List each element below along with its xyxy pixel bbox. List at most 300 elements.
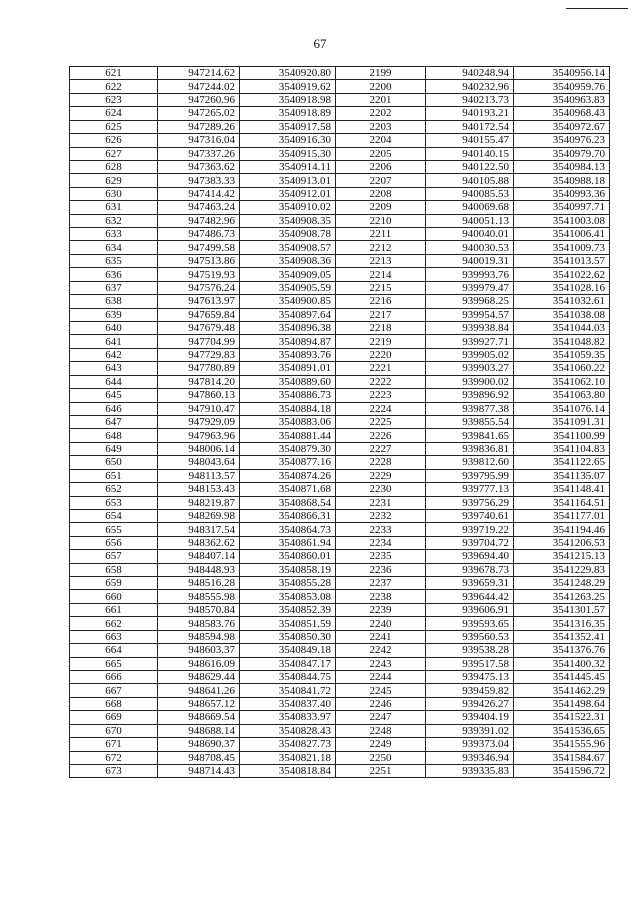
- table-cell: 2224: [336, 402, 426, 415]
- table-cell: 640: [70, 322, 158, 335]
- table-row: [70, 630, 610, 643]
- table-cell: 947265.02: [158, 107, 240, 120]
- table-cell: 948594.98: [158, 630, 240, 643]
- table-cell: 2242: [336, 644, 426, 657]
- table-row: [70, 590, 610, 603]
- table-cell: 948269.98: [158, 509, 240, 522]
- table-row: [70, 563, 610, 576]
- table-cell: 669: [70, 711, 158, 724]
- table-row: [70, 348, 610, 361]
- table-cell: 939644.42: [426, 590, 514, 603]
- table-cell: 2216: [336, 295, 426, 308]
- table-cell: 631: [70, 201, 158, 214]
- table-cell: 3541462.29: [514, 684, 610, 697]
- table-cell: 3540979.70: [514, 147, 610, 160]
- table-cell: 947486.73: [158, 228, 240, 241]
- table-cell: 3540916.30: [240, 134, 336, 147]
- table-cell: 638: [70, 295, 158, 308]
- table-cell: 2251: [336, 764, 426, 777]
- table-cell: 663: [70, 630, 158, 643]
- table-row: [70, 335, 610, 348]
- table-cell: 637: [70, 281, 158, 294]
- table-cell: 657: [70, 550, 158, 563]
- table-cell: 3540976.23: [514, 134, 610, 147]
- table-cell: 947613.97: [158, 295, 240, 308]
- table-cell: 629: [70, 174, 158, 187]
- table-cell: 948317.54: [158, 523, 240, 536]
- table-cell: 2212: [336, 241, 426, 254]
- table-row: [70, 644, 610, 657]
- table-row: [70, 577, 610, 590]
- table-row: [70, 697, 610, 710]
- table-cell: 643: [70, 362, 158, 375]
- table-cell: 3540833.97: [240, 711, 336, 724]
- table-cell: 939855.54: [426, 415, 514, 428]
- table-cell: 662: [70, 617, 158, 630]
- table-cell: 939391.02: [426, 724, 514, 737]
- table-cell: 947214.62: [158, 67, 240, 80]
- table-row: [70, 67, 610, 80]
- table-cell: 3541148.41: [514, 483, 610, 496]
- table-row: [70, 107, 610, 120]
- table-cell: 622: [70, 80, 158, 93]
- table-cell: 939517.58: [426, 657, 514, 670]
- table-row: [70, 456, 610, 469]
- table-cell: 939740.61: [426, 509, 514, 522]
- table-cell: 3541048.82: [514, 335, 610, 348]
- table-cell: 940030.53: [426, 241, 514, 254]
- table-cell: 630: [70, 187, 158, 200]
- table-cell: 948583.76: [158, 617, 240, 630]
- table-row: [70, 415, 610, 428]
- table-cell: 2228: [336, 456, 426, 469]
- table-cell: 939346.94: [426, 751, 514, 764]
- table-cell: 940140.15: [426, 147, 514, 160]
- table-cell: 939896.92: [426, 389, 514, 402]
- table-cell: 651: [70, 469, 158, 482]
- table-cell: 940122.50: [426, 160, 514, 173]
- table-cell: 624: [70, 107, 158, 120]
- table-row: [70, 617, 610, 630]
- table-cell: 2208: [336, 187, 426, 200]
- table-row: [70, 362, 610, 375]
- table-cell: 2247: [336, 711, 426, 724]
- table-cell: 650: [70, 456, 158, 469]
- table-cell: 661: [70, 603, 158, 616]
- table-cell: 3540918.89: [240, 107, 336, 120]
- table-cell: 3541248.29: [514, 577, 610, 590]
- table-cell: 3540913.01: [240, 174, 336, 187]
- table-cell: 3540884.18: [240, 402, 336, 415]
- table-cell: 948641.26: [158, 684, 240, 697]
- table-cell: 939593.65: [426, 617, 514, 630]
- table-cell: 3540886.73: [240, 389, 336, 402]
- table-cell: 3540850.30: [240, 630, 336, 643]
- table-cell: 2248: [336, 724, 426, 737]
- table-cell: 621: [70, 67, 158, 80]
- table-cell: 2211: [336, 228, 426, 241]
- table-cell: 2215: [336, 281, 426, 294]
- table-cell: 2240: [336, 617, 426, 630]
- table-cell: 948113.57: [158, 469, 240, 482]
- table-cell: 940193.21: [426, 107, 514, 120]
- table-row: [70, 389, 610, 402]
- table-cell: 3540993.36: [514, 187, 610, 200]
- table-row: [70, 93, 610, 106]
- table-cell: 939335.83: [426, 764, 514, 777]
- table-cell: 939841.65: [426, 429, 514, 442]
- table-cell: 3540851.59: [240, 617, 336, 630]
- table-cell: 3541316.35: [514, 617, 610, 630]
- table-cell: 940213.73: [426, 93, 514, 106]
- table-cell: 3540861.94: [240, 536, 336, 549]
- table-cell: 626: [70, 134, 158, 147]
- table-cell: 653: [70, 496, 158, 509]
- table-cell: 939954.57: [426, 308, 514, 321]
- table-cell: 3540896.38: [240, 322, 336, 335]
- table-cell: 3541164.51: [514, 496, 610, 509]
- table-cell: 658: [70, 563, 158, 576]
- table-cell: 2236: [336, 563, 426, 576]
- table-cell: 3540827.73: [240, 738, 336, 751]
- table-cell: 940248.94: [426, 67, 514, 80]
- table-cell: 3540912.01: [240, 187, 336, 200]
- table-cell: 3541135.07: [514, 469, 610, 482]
- table-cell: 3540883.06: [240, 415, 336, 428]
- table-cell: 2249: [336, 738, 426, 751]
- table-cell: 2213: [336, 254, 426, 267]
- table-cell: 939704.72: [426, 536, 514, 549]
- table-row: [70, 496, 610, 509]
- table-row: [70, 241, 610, 254]
- table-cell: 3540852.39: [240, 603, 336, 616]
- table-cell: 947289.26: [158, 120, 240, 133]
- table-cell: 3541062.10: [514, 375, 610, 388]
- table-cell: 3541352.41: [514, 630, 610, 643]
- table-cell: 3540828.43: [240, 724, 336, 737]
- table-cell: 3540821.18: [240, 751, 336, 764]
- table-cell: 948603.37: [158, 644, 240, 657]
- table-cell: 2218: [336, 322, 426, 335]
- table-cell: 948669.54: [158, 711, 240, 724]
- table-cell: 3541229.83: [514, 563, 610, 576]
- table-row: [70, 724, 610, 737]
- table-cell: 641: [70, 335, 158, 348]
- table-cell: 947963.96: [158, 429, 240, 442]
- table-cell: 940232.96: [426, 80, 514, 93]
- table-cell: 659: [70, 577, 158, 590]
- table-cell: 3540918.98: [240, 93, 336, 106]
- table-cell: 939694.40: [426, 550, 514, 563]
- table-cell: 3540920.80: [240, 67, 336, 80]
- table-cell: 2214: [336, 268, 426, 281]
- table-cell: 3540871.68: [240, 483, 336, 496]
- table-cell: 635: [70, 254, 158, 267]
- table-cell: 2238: [336, 590, 426, 603]
- table-cell: 3540818.84: [240, 764, 336, 777]
- table-cell: 2220: [336, 348, 426, 361]
- table-cell: 939538.28: [426, 644, 514, 657]
- table-cell: 3541009.73: [514, 241, 610, 254]
- table-cell: 3540917.58: [240, 120, 336, 133]
- table-cell: 3541177.01: [514, 509, 610, 522]
- table-cell: 668: [70, 697, 158, 710]
- table-row: [70, 509, 610, 522]
- table-cell: 2202: [336, 107, 426, 120]
- table-cell: 3541038.08: [514, 308, 610, 321]
- table-cell: 940155.47: [426, 134, 514, 147]
- table-cell: 3540914.11: [240, 160, 336, 173]
- table-cell: 3540919.62: [240, 80, 336, 93]
- table-cell: 3540847.17: [240, 657, 336, 670]
- table-row: [70, 214, 610, 227]
- table-cell: 3540877.16: [240, 456, 336, 469]
- table-cell: 3540905.59: [240, 281, 336, 294]
- table-cell: 3540984.13: [514, 160, 610, 173]
- table-cell: 3541301.57: [514, 603, 610, 616]
- table-cell: 939756.29: [426, 496, 514, 509]
- table-cell: 3541445.45: [514, 670, 610, 683]
- table-cell: 939678.73: [426, 563, 514, 576]
- table-cell: 2234: [336, 536, 426, 549]
- table-cell: 3541376.76: [514, 644, 610, 657]
- table-cell: 940019.31: [426, 254, 514, 267]
- table-cell: 947576.24: [158, 281, 240, 294]
- table-cell: 3541044.03: [514, 322, 610, 335]
- table-cell: 3541122.65: [514, 456, 610, 469]
- table-cell: 3540860.01: [240, 550, 336, 563]
- table-cell: 3541400.32: [514, 657, 610, 670]
- table-row: [70, 483, 610, 496]
- top-rule: [566, 8, 628, 9]
- table-cell: 2205: [336, 147, 426, 160]
- table-cell: 2206: [336, 160, 426, 173]
- table-row: [70, 120, 610, 133]
- table-cell: 3540910.02: [240, 201, 336, 214]
- table-cell: 646: [70, 402, 158, 415]
- table-cell: 644: [70, 375, 158, 388]
- table-cell: 939795.99: [426, 469, 514, 482]
- table-cell: 3540908.78: [240, 228, 336, 241]
- table-cell: 948043.64: [158, 456, 240, 469]
- table-cell: 3540868.54: [240, 496, 336, 509]
- table-cell: 3540963.83: [514, 93, 610, 106]
- table-cell: 3540908.36: [240, 254, 336, 267]
- table-cell: 2244: [336, 670, 426, 683]
- table-cell: 939938.84: [426, 322, 514, 335]
- table-row: [70, 268, 610, 281]
- table-cell: 947414.42: [158, 187, 240, 200]
- table-row: [70, 187, 610, 200]
- table-cell: 2219: [336, 335, 426, 348]
- table-cell: 652: [70, 483, 158, 496]
- coordinates-table: [69, 66, 610, 778]
- table-cell: 2200: [336, 80, 426, 93]
- page-number: 67: [313, 36, 327, 51]
- table-cell: 2241: [336, 630, 426, 643]
- table-cell: 948714.43: [158, 764, 240, 777]
- table-cell: 3541013.57: [514, 254, 610, 267]
- table-cell: 3540879.30: [240, 442, 336, 455]
- table-cell: 632: [70, 214, 158, 227]
- table-row: [70, 536, 610, 549]
- table-cell: 642: [70, 348, 158, 361]
- table-row: [70, 711, 610, 724]
- table-cell: 939404.19: [426, 711, 514, 724]
- table-cell: 948006.14: [158, 442, 240, 455]
- table-cell: 948362.62: [158, 536, 240, 549]
- table-cell: 655: [70, 523, 158, 536]
- table-cell: 947814.20: [158, 375, 240, 388]
- table-cell: 2217: [336, 308, 426, 321]
- table-cell: 939719.22: [426, 523, 514, 536]
- table-cell: 2204: [336, 134, 426, 147]
- table-cell: 664: [70, 644, 158, 657]
- table-cell: 2209: [336, 201, 426, 214]
- table-cell: 623: [70, 93, 158, 106]
- table-cell: 3540849.18: [240, 644, 336, 657]
- table-cell: 3541076.14: [514, 402, 610, 415]
- table-cell: 939905.02: [426, 348, 514, 361]
- table-cell: 3541536.65: [514, 724, 610, 737]
- table-cell: 3540844.75: [240, 670, 336, 683]
- table-cell: 939606.91: [426, 603, 514, 616]
- table-cell: 947519.93: [158, 268, 240, 281]
- table-cell: 3540908.57: [240, 241, 336, 254]
- table-cell: 948555.98: [158, 590, 240, 603]
- table-cell: 2223: [336, 389, 426, 402]
- table-cell: 3541263.25: [514, 590, 610, 603]
- table-row: [70, 442, 610, 455]
- table-cell: 940051.13: [426, 214, 514, 227]
- table-cell: 3540909.05: [240, 268, 336, 281]
- table-cell: 3540889.60: [240, 375, 336, 388]
- table-cell: 647: [70, 415, 158, 428]
- table-cell: 2229: [336, 469, 426, 482]
- table-cell: 3540894.87: [240, 335, 336, 348]
- table-cell: 940105.88: [426, 174, 514, 187]
- table-cell: 3541555.96: [514, 738, 610, 751]
- table-cell: 3540897.64: [240, 308, 336, 321]
- table-cell: 948219.87: [158, 496, 240, 509]
- table-row: [70, 657, 610, 670]
- table-cell: 940069.68: [426, 201, 514, 214]
- table-cell: 645: [70, 389, 158, 402]
- table-cell: 947363.62: [158, 160, 240, 173]
- table-cell: 948688.14: [158, 724, 240, 737]
- table-row: [70, 322, 610, 335]
- table-cell: 2237: [336, 577, 426, 590]
- table-cell: 947337.26: [158, 147, 240, 160]
- table-cell: 947499.58: [158, 241, 240, 254]
- table-cell: 2225: [336, 415, 426, 428]
- table-row: [70, 147, 610, 160]
- table-cell: 3540874.26: [240, 469, 336, 482]
- table-cell: 3540956.14: [514, 67, 610, 80]
- coordinates-table-body: [70, 67, 610, 778]
- table-cell: 947860.13: [158, 389, 240, 402]
- table-row: [70, 281, 610, 294]
- table-cell: 3541003.08: [514, 214, 610, 227]
- table-row: [70, 295, 610, 308]
- table-cell: 3541063.80: [514, 389, 610, 402]
- table-cell: 939993.76: [426, 268, 514, 281]
- table-cell: 2203: [336, 120, 426, 133]
- table-cell: 939459.82: [426, 684, 514, 697]
- table-cell: 3540972.67: [514, 120, 610, 133]
- table-row: [70, 764, 610, 777]
- table-cell: 947513.86: [158, 254, 240, 267]
- table-cell: 3541028.16: [514, 281, 610, 294]
- table-cell: 2250: [336, 751, 426, 764]
- table-row: [70, 670, 610, 683]
- table-cell: 947463.24: [158, 201, 240, 214]
- table-cell: 2232: [336, 509, 426, 522]
- table-cell: 2233: [336, 523, 426, 536]
- table-cell: 947780.89: [158, 362, 240, 375]
- table-cell: 3541022.62: [514, 268, 610, 281]
- table-cell: 939475.13: [426, 670, 514, 683]
- table-cell: 627: [70, 147, 158, 160]
- table-cell: 948570.84: [158, 603, 240, 616]
- table-cell: 940085.53: [426, 187, 514, 200]
- table-cell: 3540853.08: [240, 590, 336, 603]
- table-cell: 2210: [336, 214, 426, 227]
- table-cell: 2221: [336, 362, 426, 375]
- table-cell: 947679.48: [158, 322, 240, 335]
- table-cell: 3540855.28: [240, 577, 336, 590]
- table-cell: 939979.47: [426, 281, 514, 294]
- table-cell: 3540837.40: [240, 697, 336, 710]
- table-cell: 3540908.35: [240, 214, 336, 227]
- table-cell: 947910.47: [158, 402, 240, 415]
- table-cell: 3540858.19: [240, 563, 336, 576]
- table-cell: 656: [70, 536, 158, 549]
- table-cell: 3541596.72: [514, 764, 610, 777]
- table-row: [70, 174, 610, 187]
- table-row: [70, 134, 610, 147]
- table-cell: 639: [70, 308, 158, 321]
- table-row: [70, 201, 610, 214]
- table-cell: 3540915.30: [240, 147, 336, 160]
- table-cell: 947244.02: [158, 80, 240, 93]
- table-cell: 3540881.44: [240, 429, 336, 442]
- table-cell: 939900.02: [426, 375, 514, 388]
- table-cell: 939877.38: [426, 402, 514, 415]
- table-cell: 2246: [336, 697, 426, 710]
- table-cell: 948516.28: [158, 577, 240, 590]
- table-cell: 3541091.31: [514, 415, 610, 428]
- table-row: [70, 523, 610, 536]
- table-cell: 3540900.85: [240, 295, 336, 308]
- table-cell: 2245: [336, 684, 426, 697]
- table-cell: 3541498.64: [514, 697, 610, 710]
- table-cell: 634: [70, 241, 158, 254]
- table-cell: 649: [70, 442, 158, 455]
- table-cell: 667: [70, 684, 158, 697]
- table-row: [70, 160, 610, 173]
- table-cell: 948616.09: [158, 657, 240, 670]
- table-row: [70, 228, 610, 241]
- table-cell: 648: [70, 429, 158, 442]
- table-cell: 654: [70, 509, 158, 522]
- table-row: [70, 375, 610, 388]
- table-cell: 3540864.73: [240, 523, 336, 536]
- table-cell: 3540841.72: [240, 684, 336, 697]
- table-row: [70, 550, 610, 563]
- table-row: [70, 469, 610, 482]
- table-cell: 939659.31: [426, 577, 514, 590]
